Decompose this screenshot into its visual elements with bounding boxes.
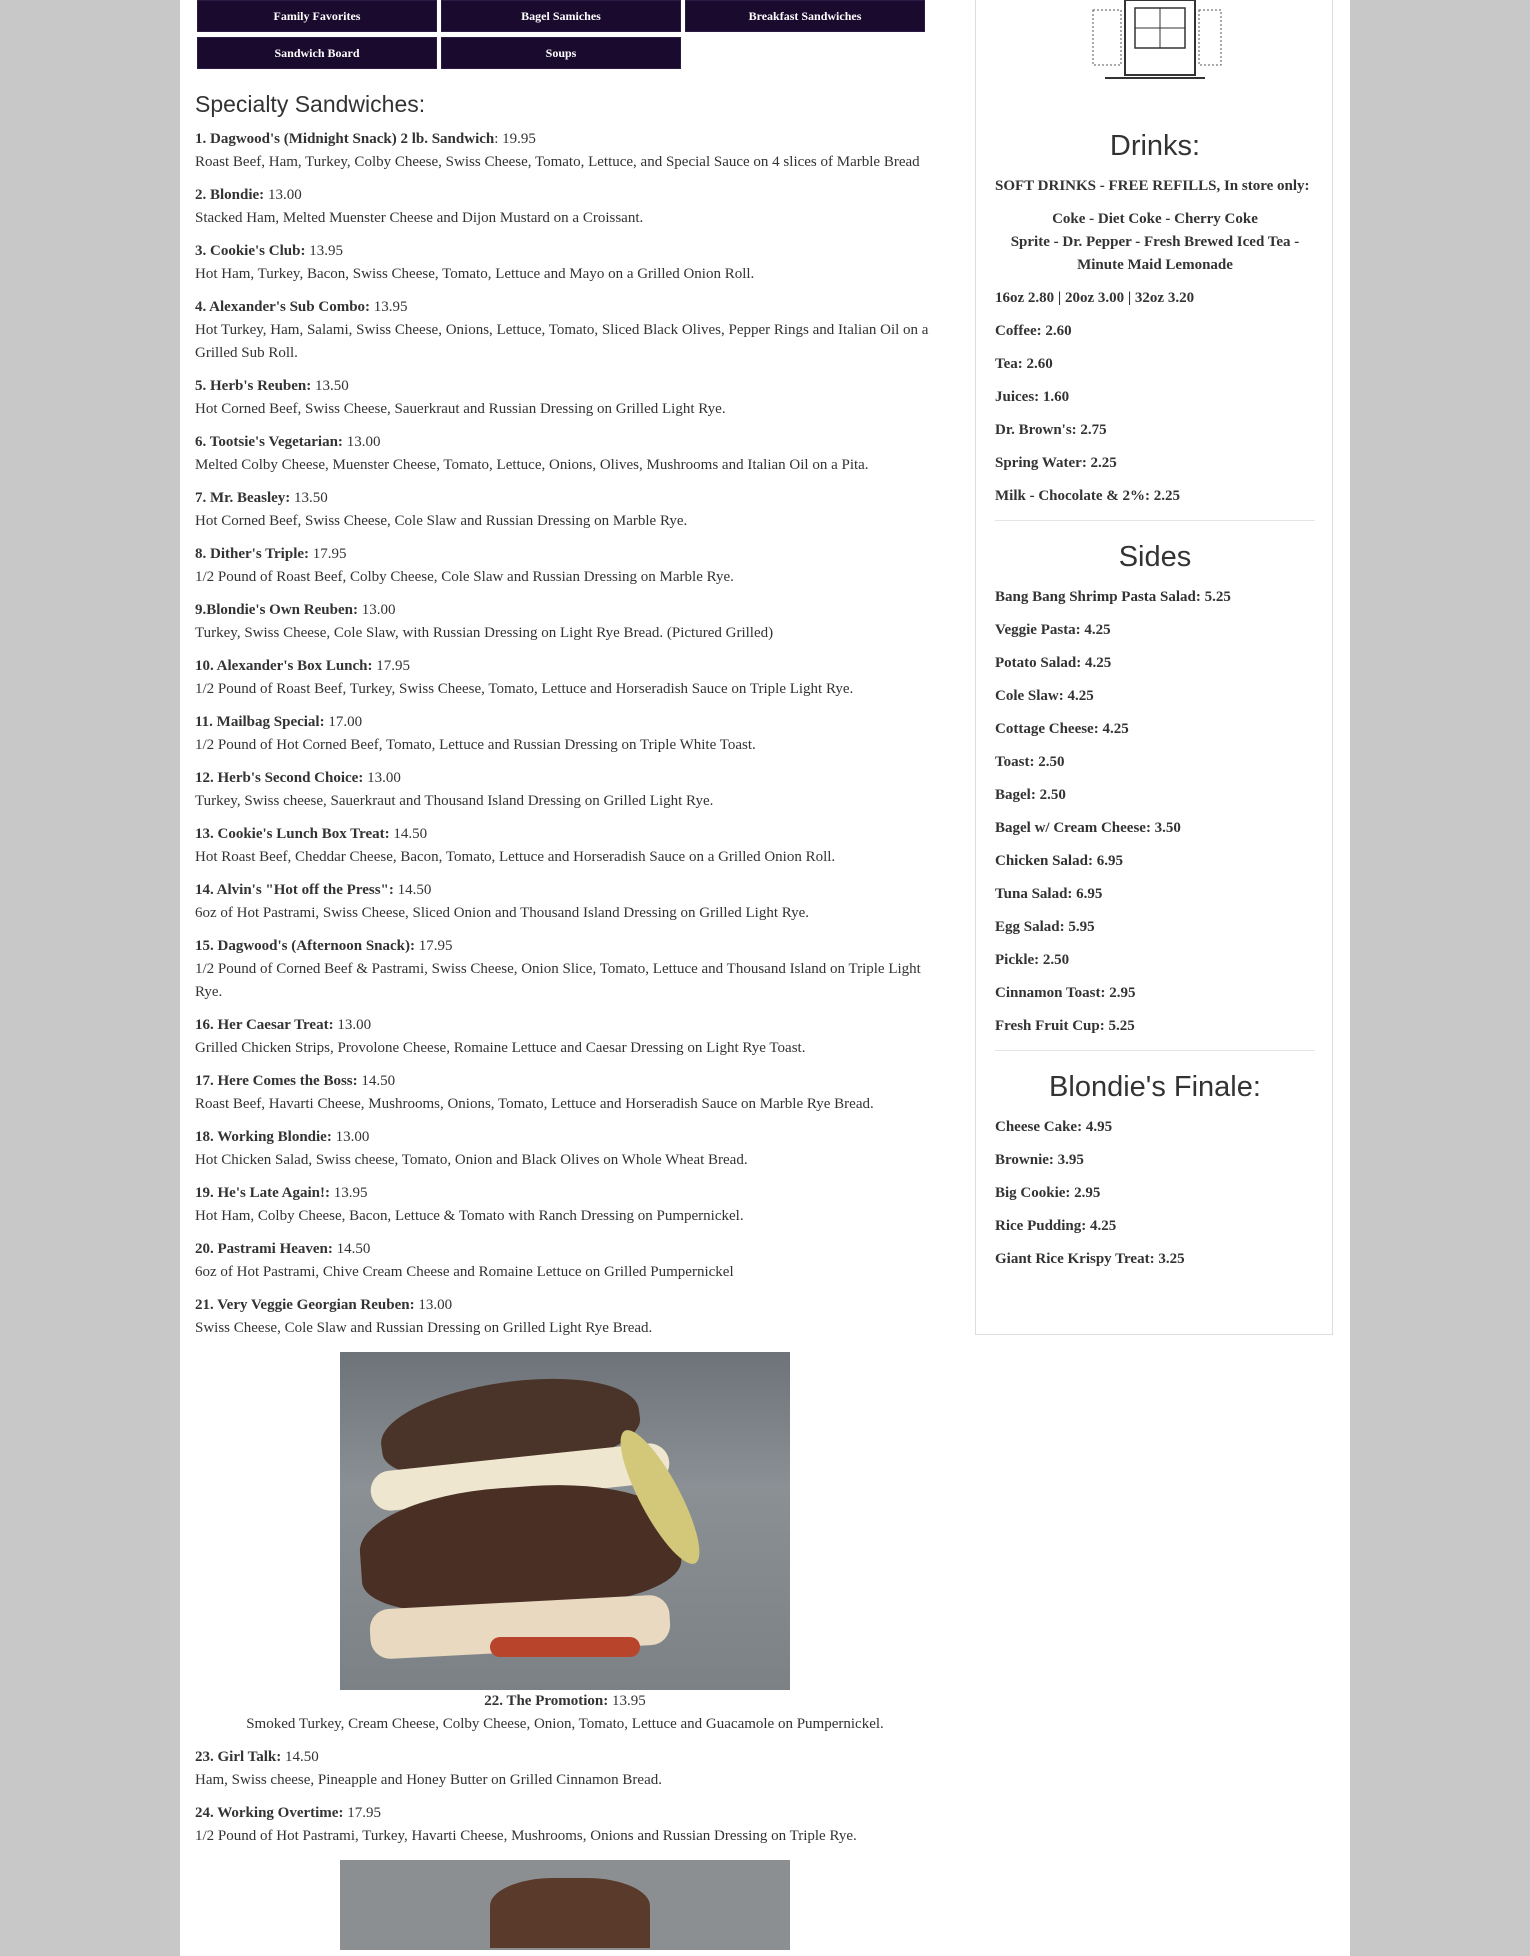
side-item: Pickle: 2.50 (995, 952, 1070, 968)
item-name: 16. Her Caesar Treat: (195, 1017, 334, 1033)
sidebar (975, 0, 1333, 1335)
menu-item (195, 1182, 935, 1228)
drink-item: 16oz 2.80 | 20oz 3.00 | 32oz 3.20 (995, 290, 1195, 306)
menu-item (195, 487, 935, 533)
item-price: : 19.95 (494, 131, 536, 147)
dessert-item: Cheese Cake: 4.95 (995, 1119, 1113, 1135)
item-name: 5. Herb's Reuben: (195, 378, 312, 394)
side-item: Cole Slaw: 4.25 (995, 688, 1094, 704)
item-name: 23. Girl Talk: (195, 1749, 282, 1765)
item-price: 14.50 (389, 826, 428, 842)
sides-list (995, 586, 1315, 1038)
main-column (195, 0, 935, 1950)
side-item: Bang Bang Shrimp Pasta Salad: 5.25 (995, 589, 1231, 605)
item-desc: 1/2 Pound of Hot Pastrami, Turkey, Havarti Cheese, Mushrooms, Onions and Russian Dressing on Triple Rye. (195, 1828, 857, 1844)
item-name: 9.Blondie's Own Reuben: (195, 602, 358, 618)
item-name: 14. Alvin's "Hot off the Press": (195, 882, 394, 898)
item-desc: Hot Ham, Turkey, Bacon, Swiss Cheese, Tomato, Lettuce and Mayo on a Grilled Onion Roll. (195, 266, 755, 282)
item-desc: Roast Beef, Havarti Cheese, Mushrooms, Onions, Tomato, Lettuce and Horseradish Sauce on Marble Rye Bread. (195, 1096, 874, 1112)
side-item: Cottage Cheese: 4.25 (995, 721, 1129, 737)
nav-soups[interactable]: Soups (441, 37, 681, 69)
item-desc: Smoked Turkey, Cream Cheese, Colby Cheese, Onion, Tomato, Lettuce and Guacamole on Pumpernickel. (246, 1716, 884, 1732)
category-nav (197, 0, 935, 69)
item-name: 20. Pastrami Heaven: (195, 1241, 333, 1257)
item-name: 19. He's Late Again!: (195, 1185, 330, 1201)
item-price: 13.95 (370, 299, 408, 315)
item-price: 13.95 (305, 243, 343, 259)
item-price: 13.00 (331, 1129, 370, 1145)
item-desc: Stacked Ham, Melted Muenster Cheese and Dijon Mustard on a Croissant. (195, 210, 644, 226)
dessert-item: Rice Pudding: 4.25 (995, 1218, 1117, 1234)
item-desc: Roast Beef, Ham, Turkey, Colby Cheese, Swiss Cheese, Tomato, Lettuce, and Special Sauce on 4 slices of Marble Bread (195, 154, 920, 170)
menu-item (195, 431, 935, 477)
section-title: Specialty Sandwiches: (195, 91, 426, 117)
item-name: 2. Blondie: (195, 187, 265, 203)
menu-item (195, 184, 935, 230)
drinks-list (995, 287, 1315, 508)
soft-drinks-list: Sprite - Dr. Pepper - Fresh Brewed Iced Tea - Minute Maid Lemonade (1010, 234, 1300, 273)
finale-list (995, 1116, 1315, 1271)
item-name: 24. Working Overtime: (195, 1805, 344, 1821)
divider (995, 1050, 1315, 1051)
item-price: 17.95 (343, 1805, 381, 1821)
side-item: Potato Salad: 4.25 (995, 655, 1112, 671)
item-desc: Melted Colby Cheese, Muenster Cheese, Tomato, Lettuce, Onions, Olives, Mushrooms and Italian Oil on a Pita. (195, 457, 869, 473)
sides-title: Sides (1118, 541, 1192, 573)
item-desc: 1/2 Pound of Corned Beef & Pastrami, Swiss Cheese, Onion Slice, Tomato, Lettuce and Thousand Island on Triple Light Rye. (195, 961, 921, 1000)
item-desc: Turkey, Swiss Cheese, Cole Slaw, with Russian Dressing on Light Rye Bread. (Pictured Grilled) (195, 625, 774, 641)
menu-item (195, 128, 935, 174)
nav-breakfast-sandwiches[interactable]: Breakfast Sandwiches (685, 0, 925, 32)
item-price: 13.00 (333, 1017, 372, 1033)
item-desc: Grilled Chicken Strips, Provolone Cheese, Romaine Lettuce and Caesar Dressing on Light Rye Toast. (195, 1040, 806, 1056)
menu-item (195, 296, 935, 365)
item-desc: Hot Chicken Salad, Swiss cheese, Tomato, Onion and Black Olives on Whole Wheat Bread. (195, 1152, 748, 1168)
item-desc: 1/2 Pound of Roast Beef, Colby Cheese, Cole Slaw and Russian Dressing on Marble Rye. (195, 569, 734, 585)
drink-item: Coffee: 2.60 (995, 323, 1072, 339)
soft-drinks-heading: SOFT DRINKS - FREE REFILLS, In store only: (995, 178, 1310, 194)
item-price: 13.95 (330, 1185, 368, 1201)
nav-family-favorites[interactable]: Family Favorites (197, 0, 437, 32)
item-name: 15. Dagwood's (Afternoon Snack): (195, 938, 416, 954)
item-price: 13.00 (264, 187, 302, 203)
item-desc: 1/2 Pound of Hot Corned Beef, Tomato, Lettuce and Russian Dressing on Triple White Toast. (195, 737, 756, 753)
item-name: 7. Mr. Beasley: (195, 490, 291, 506)
item-name: 13. Cookie's Lunch Box Treat: (195, 826, 390, 842)
storefront-logo (1075, 0, 1235, 80)
item-price: 13.00 (414, 1297, 453, 1313)
drink-item: Spring Water: 2.25 (995, 455, 1117, 471)
item-desc: Hot Turkey, Ham, Salami, Swiss Cheese, Onions, Lettuce, Tomato, Sliced Black Olives, Pepper Rings and Italian Oil on a Grilled Sub Roll. (195, 322, 929, 361)
side-item: Toast: 2.50 (995, 754, 1065, 770)
item-price: 17.00 (324, 714, 363, 730)
menu-item (195, 767, 935, 813)
item-desc: Turkey, Swiss cheese, Sauerkraut and Thousand Island Dressing on Grilled Light Rye. (195, 793, 714, 809)
item-price: 13.95 (608, 1693, 646, 1709)
page-container (180, 0, 1350, 1956)
menu-item (195, 1070, 935, 1116)
side-item: Bagel w/ Cream Cheese: 3.50 (995, 820, 1181, 836)
dessert-item: Giant Rice Krispy Treat: 3.25 (995, 1251, 1185, 1267)
divider (995, 520, 1315, 521)
menu-item (195, 655, 935, 701)
side-item: Veggie Pasta: 4.25 (995, 622, 1111, 638)
menu-item (195, 1126, 935, 1172)
menu-item (195, 935, 935, 1004)
sandwich-photo (340, 1352, 790, 1690)
menu-item (195, 375, 935, 421)
sandwich-list (195, 128, 935, 1340)
item-price: 17.95 (309, 546, 347, 562)
dessert-item: Brownie: 3.95 (995, 1152, 1084, 1168)
side-item: Fresh Fruit Cup: 5.25 (995, 1018, 1135, 1034)
item-desc: Hot Roast Beef, Cheddar Cheese, Bacon, Tomato, Lettuce and Horseradish Sauce on a Grilled Onion Roll. (195, 849, 836, 865)
item-price: 14.50 (393, 882, 432, 898)
side-item: Chicken Salad: 6.95 (995, 853, 1123, 869)
drink-item: Juices: 1.60 (995, 389, 1070, 405)
item-name: 22. The Promotion: (484, 1693, 609, 1709)
menu-item (195, 711, 935, 757)
item-desc: Hot Corned Beef, Swiss Cheese, Sauerkraut and Russian Dressing on Grilled Light Rye. (195, 401, 726, 417)
item-name: 12. Herb's Second Choice: (195, 770, 364, 786)
item-price: 14.50 (357, 1073, 396, 1089)
item-name: 21. Very Veggie Georgian Reuben: (195, 1297, 415, 1313)
item-desc: 6oz of Hot Pastrami, Chive Cream Cheese and Romaine Lettuce on Grilled Pumpernickel (195, 1264, 734, 1280)
item-name: 4. Alexander's Sub Combo: (195, 299, 371, 315)
item-desc: Swiss Cheese, Cole Slaw and Russian Dressing on Grilled Light Rye Bread. (195, 1320, 653, 1336)
drinks-title: Drinks: (1109, 130, 1201, 162)
side-item: Egg Salad: 5.95 (995, 919, 1095, 935)
item-price: 17.95 (415, 938, 453, 954)
item-name: 6. Tootsie's Vegetarian: (195, 434, 343, 450)
menu-item (195, 1294, 935, 1340)
featured-item (195, 1690, 935, 1736)
item-price: 14.50 (332, 1241, 371, 1257)
menu-item (195, 1014, 935, 1060)
item-price: 13.50 (290, 490, 328, 506)
item-name: 17. Here Comes the Boss: (195, 1073, 358, 1089)
item-price: 13.00 (357, 602, 396, 618)
item-desc: Hot Corned Beef, Swiss Cheese, Cole Slaw and Russian Dressing on Marble Rye. (195, 513, 688, 529)
item-price: 17.95 (372, 658, 411, 674)
dessert-item: Big Cookie: 2.95 (995, 1185, 1101, 1201)
item-price: 14.50 (281, 1749, 319, 1765)
item-price: 13.00 (342, 434, 381, 450)
menu-item (195, 599, 935, 645)
nav-sandwich-board[interactable]: Sandwich Board (197, 37, 437, 69)
nav-bagel-samiches[interactable]: Bagel Samiches (441, 0, 681, 32)
item-desc: 1/2 Pound of Roast Beef, Turkey, Swiss Cheese, Tomato, Lettuce and Horseradish Sauce on Triple Light Rye. (195, 681, 854, 697)
sandwich-list-continued (195, 1746, 935, 1848)
side-item: Cinnamon Toast: 2.95 (995, 985, 1136, 1001)
sandwich-photo-2 (340, 1860, 790, 1950)
drink-item: Dr. Brown's: 2.75 (995, 422, 1107, 438)
menu-item (195, 543, 935, 589)
item-desc: 6oz of Hot Pastrami, Swiss Cheese, Sliced Onion and Thousand Island Dressing on Grilled Light Rye. (195, 905, 810, 921)
item-name: 11. Mailbag Special: (195, 714, 325, 730)
finale-title: Blondie's Finale: (1049, 1071, 1261, 1103)
menu-item (195, 823, 935, 869)
item-name: 3. Cookie's Club: (195, 243, 306, 259)
menu-item (195, 1238, 935, 1284)
menu-item (195, 1802, 935, 1848)
side-item: Tuna Salad: 6.95 (995, 886, 1103, 902)
menu-item (195, 240, 935, 286)
item-price: 13.00 (363, 770, 401, 786)
drink-item: Tea: 2.60 (995, 356, 1053, 372)
item-name: 18. Working Blondie: (195, 1129, 332, 1145)
item-name: 1. Dagwood's (Midnight Snack) 2 lb. Sandwich (195, 131, 495, 147)
side-item: Bagel: 2.50 (995, 787, 1066, 803)
drink-item: Milk - Chocolate & 2%: 2.25 (995, 488, 1180, 504)
sidebar-content (995, 130, 1315, 1281)
item-price: 13.50 (311, 378, 349, 394)
menu-item (195, 879, 935, 925)
item-name: 8. Dither's Triple: (195, 546, 310, 562)
item-name: 10. Alexander's Box Lunch: (195, 658, 373, 674)
item-desc: Ham, Swiss cheese, Pineapple and Honey Butter on Grilled Cinnamon Bread. (195, 1772, 662, 1788)
menu-item (195, 1746, 935, 1792)
item-desc: Hot Ham, Colby Cheese, Bacon, Lettuce & Tomato with Ranch Dressing on Pumpernickel. (195, 1208, 744, 1224)
soft-drinks-list: Coke - Diet Coke - Cherry Coke (1052, 211, 1258, 227)
